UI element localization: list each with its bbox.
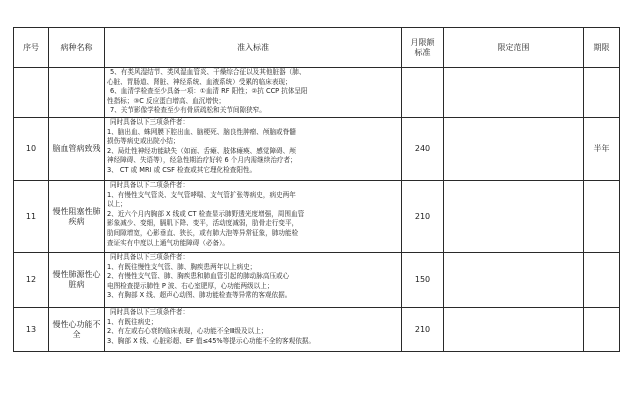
seq-cell: 13 [14,308,49,352]
criteria-line: 心脏、胃肠道、肾脏、神经系统、血液系统）受累的临床表现； [107,77,292,86]
criteria-cell [105,181,402,253]
criteria-line: 查证实有中度以上通气功能障碍（必备）。 [107,238,229,247]
scope-cell [444,253,584,308]
criteria-line: 7、关节影像学检查至少有骨质疏松和关节间隙狭窄。 [110,106,266,115]
criteria-line: 1、脑出血、蛛网膜下腔出血、脑梗死、脑良性肿瘤、颅脑或脊髓 [107,127,296,136]
header-amount [402,28,444,68]
criteria-line: 电图检查提示肺性 P 波、右心室肥厚，心功能两级以上； [107,281,274,290]
criteria-line: 同时具备以下三项条件者： [110,253,190,261]
disease-name: 慢性阻塞性肺疾病 [52,206,101,226]
criteria-cell [105,308,402,352]
amount-cell: 240 [402,118,444,181]
table-row [14,308,620,352]
scope-cell [444,68,584,118]
header-name: 病种名称 [49,28,105,68]
criteria-line: 2、有左或右心衰的临床表现，心功能不全Ⅲ级及以上； [107,327,268,336]
criteria-line: 同时具备以下二项条件者： [110,181,190,189]
criteria-line: 影象减少、变细，膈肌下降、变平，活动度减弱，肋骨走行变平， [107,219,299,228]
name-cell [49,68,105,118]
amount-cell [402,68,444,118]
name-cell [49,253,105,308]
header-row [14,28,620,68]
criteria-line: 3、有胸部 X 线、超声心动图、肺功能检查等异常的客观依据。 [107,291,292,300]
table-row [14,68,620,118]
period-cell [584,181,620,253]
amount-cell: 210 [402,308,444,352]
criteria-line: 1、有慢性支气管炎、支气管哮喘、支气管扩张等病史，病史两年 [107,190,296,199]
header-period: 期限 [584,28,620,68]
criteria-line: 1、有既往病史； [107,317,158,326]
seq-cell: 10 [14,118,49,181]
header-scope: 限定范围 [444,28,584,68]
criteria-cell [105,118,402,181]
disease-name: 脑血管病致残 [52,144,101,153]
table-row [14,181,620,253]
criteria-line: 神经障碍、失语等），经急性期治疗好转 6 个月内需继续治疗者； [107,156,297,165]
seq-cell [14,68,49,118]
amount-cell: 210 [402,181,444,253]
table-row [14,118,620,181]
criteria-line: 5、有类风湿结节、类风湿血管炎、干燥综合征以及其他脏器（肺、 [110,68,306,76]
disease-name: 慢性心功能不全 [52,319,101,339]
criteria-line: 性指标；③C 反应蛋白增高、血沉增快； [107,96,226,105]
criteria-cell [105,253,402,308]
period-cell [584,253,620,308]
header-amount-text: 月限额标准 [410,37,435,57]
seq-cell: 12 [14,253,49,308]
criteria-cell [105,68,402,118]
criteria-line: 同时具备以下三项条件者： [110,118,190,126]
seq-cell: 11 [14,181,49,253]
criteria-line: 1、有既往慢性支气管、肺、胸疾患两年以上病史； [107,262,257,271]
header-criteria: 准入标准 [105,28,402,68]
criteria-line: 以上； [107,200,127,209]
name-cell [49,308,105,352]
criteria-line: 损伤等病史或出院小结； [107,137,180,146]
criteria-line: 2、近六个月内胸部 X 线或 CT 检查显示肺野透光度增强，周围血管 [107,209,305,218]
header-seq: 序号 [14,28,49,68]
criteria-line: 3、胸部 X 线、心脏彩超、EF 值≤45%等提示心功能不全的客观依据。 [107,336,315,345]
criteria-line: 2、有慢性支气管、肺、胸疾患和肺血管引起的肺动脉高压或心 [107,272,290,281]
disease-table [13,27,620,352]
scope-cell [444,181,584,253]
name-cell [49,181,105,253]
scope-cell [444,308,584,352]
scope-cell [444,118,584,181]
table-row [14,253,620,308]
criteria-line: 肋间隙增宽，心影垂直、狭长，或有肺大泡等异常征象，肺功能检 [107,228,299,237]
criteria-line: 2、局灶性神经功能缺失（如面、舌瘫、肢体瘫痪、感觉障碍、颅 [107,146,296,155]
amount-cell: 150 [402,253,444,308]
criteria-line: 3、 CT 或 MRI 或 CSF 检查或其它理化检查阳性。 [107,165,257,174]
period-cell [584,308,620,352]
criteria-line: 6、血清学检查至少具备一项：①血清 RF 阳性；②抗 CCP 抗体呈阳 [110,87,308,96]
period-cell: 半年 [584,118,620,181]
disease-name: 慢性肺源性心脏病 [52,270,101,289]
criteria-line: 同时具备以下三项条件者： [110,308,190,316]
name-cell [49,118,105,181]
period-cell [584,68,620,118]
